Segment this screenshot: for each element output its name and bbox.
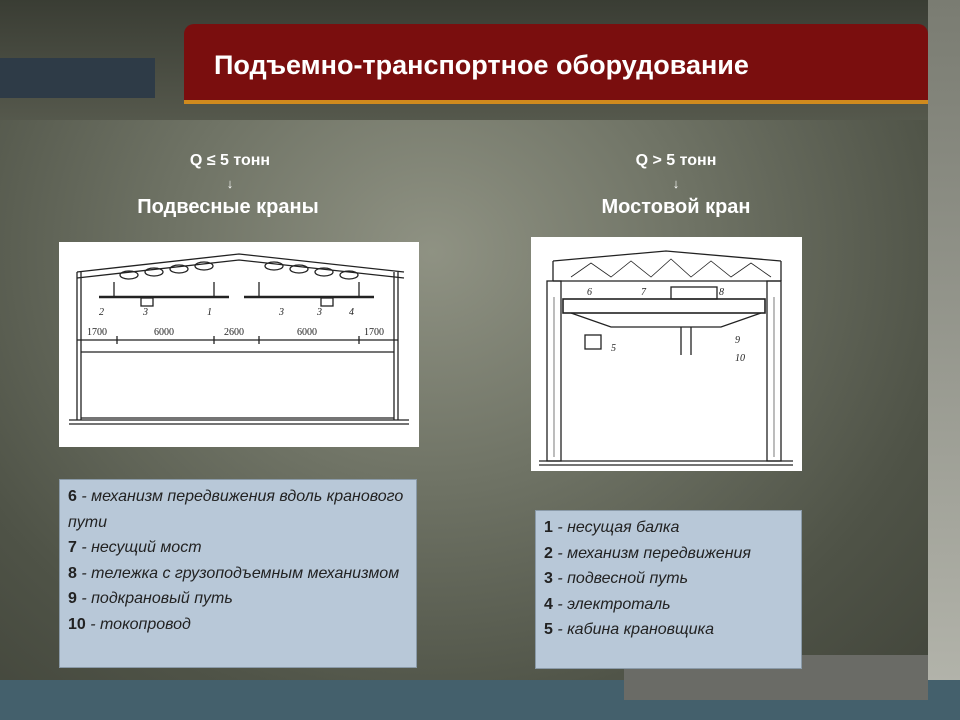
diagram-label: 6 — [587, 287, 592, 298]
title-underline — [184, 100, 928, 104]
left-subtitle: Подвесные краны — [137, 196, 319, 218]
right-subtitle: Мостовой кран — [601, 196, 751, 218]
diagram-label: 10 — [735, 353, 745, 364]
right-arrow: ↓ — [672, 176, 680, 191]
diagram-label: 3 — [317, 307, 322, 318]
legend-item: 5 - кабина крановщика — [544, 621, 714, 638]
legend-item: 8 - тележка с грузоподъемным механизмом — [68, 564, 400, 582]
legend-item: 6 - механизм передвижения вдоль кранового пути — [68, 488, 404, 531]
decor-block — [0, 58, 155, 98]
suspended-crane-drawing — [59, 242, 419, 447]
dimension-label: 1700 — [364, 327, 384, 338]
diagram-label: 3 — [143, 307, 148, 318]
right-condition: Q > 5 тонн — [635, 152, 717, 169]
right-legend — [535, 510, 802, 669]
left-condition: Q ≤ 5 тонн — [189, 152, 271, 169]
legend-item: 1 - несущая балка — [544, 519, 680, 536]
diagram-label: 8 — [719, 287, 724, 298]
diagram-label: 5 — [611, 343, 616, 354]
diagram-label: 3 — [279, 307, 284, 318]
diagram-label: 1 — [207, 307, 212, 318]
legend-item: 10 - токопровод — [68, 615, 191, 633]
legend-item: 4 - электроталь — [544, 595, 671, 613]
legend-item: 2 - механизм передвижения — [544, 544, 751, 562]
dimension-label: 2600 — [224, 327, 244, 338]
dimension-label: 6000 — [297, 327, 317, 338]
diagram-label: 2 — [99, 307, 104, 318]
diagram-label: 7 — [641, 287, 646, 298]
left-legend — [59, 479, 417, 668]
dimension-label: 1700 — [87, 327, 107, 338]
suspended-crane-diagram — [59, 242, 419, 447]
legend-item: 9 - подкрановый путь — [68, 590, 233, 607]
bridge-crane-diagram — [531, 237, 802, 471]
page-title: Подъемно-транспортное оборудование — [214, 50, 749, 80]
legend-item: 3 - подвесной путь — [544, 570, 688, 587]
dimension-label: 6000 — [154, 327, 174, 338]
diagram-label: 9 — [735, 335, 740, 346]
left-arrow: ↓ — [226, 176, 234, 191]
bridge-crane-drawing — [531, 237, 802, 471]
diagram-label: 4 — [349, 307, 354, 318]
legend-item: 7 - несущий мост — [68, 539, 202, 556]
decor-strip — [928, 0, 960, 720]
